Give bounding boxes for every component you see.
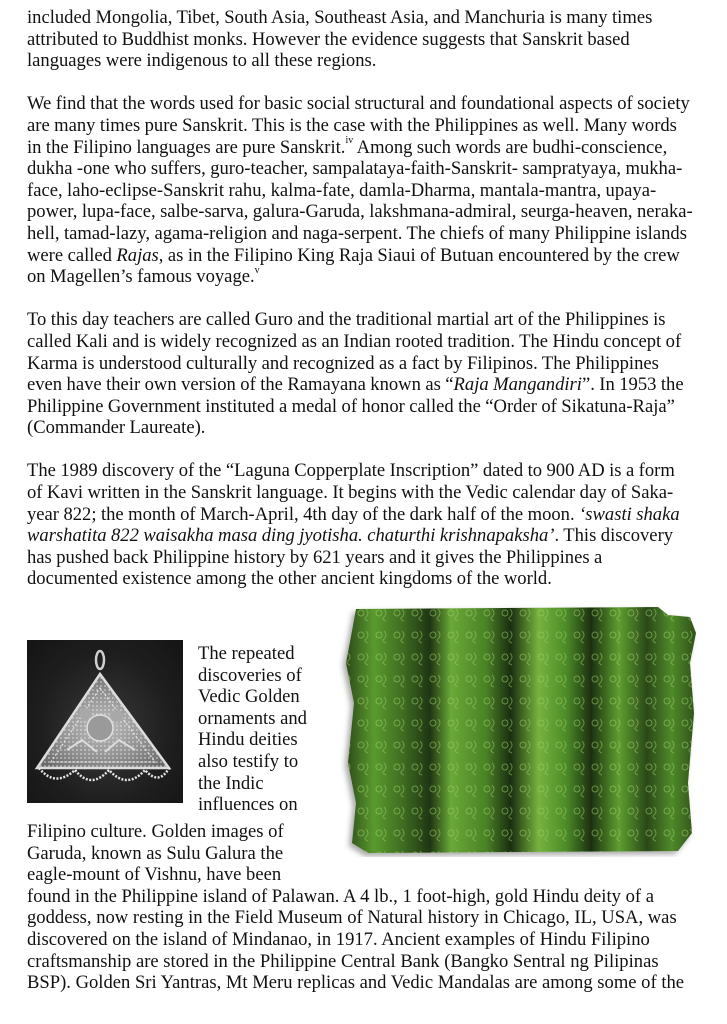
text-line: Philippine Government instituted a medal of honor called the “Order of Sikatuna-Raja” (27, 395, 675, 417)
italic-inscription-quote: warshatita 822 waisakha masa ding jyotisha. chaturthi krishnapaksha’ (27, 525, 555, 547)
text-line: hell, tamad-lazy, agama-religion and naga-serpent. The chiefs of many Philippine islands (27, 222, 687, 244)
footnote-ref-v[interactable]: v (254, 264, 260, 276)
text-run: were called (27, 244, 117, 266)
text-line: discovered on the island of Mindanao, in 1917. Ancient examples of Hindu Filipino (27, 928, 650, 950)
text-run: . This discovery (554, 525, 674, 547)
text-line: To this day teachers are called Guro and the traditional martial art of the Philippines is (27, 309, 666, 331)
text-line: attributed to Buddhist monks. However the evidence suggests that Sanskrit based (27, 28, 630, 50)
text-line: included Mongolia, Tibet, South Asia, Southeast Asia, and Manchuria is many times (27, 7, 653, 28)
italic-term-rajas: Rajas (116, 244, 159, 266)
text-line: of Kavi written in the Sanskrit language. It begins with the Vedic calendar day of Saka- (27, 482, 674, 504)
pendant-photo (27, 640, 183, 803)
text-run: Among such words are budhi-conscience, (353, 136, 668, 158)
text-run: , as in the Filipino King Raja Siaui of Butuan encountered by the crew (158, 244, 680, 266)
text-line: The 1989 discovery of the “Laguna Copperplate Inscription” dated to 900 AD is a form (27, 460, 675, 482)
text-line: face, laho-eclipse-Sanskrit rahu, kalma-fate, damla-Dharma, mantala-mantra, upaya- (27, 179, 657, 201)
text-line: Vedic Golden (198, 686, 300, 708)
text-line: BSP). Golden Sri Yantras, Mt Meru replicas and Vedic Mandalas are among some of the (27, 972, 685, 994)
text-line: has pushed back Philippine history by 621 years and it gives the Philippines a (27, 546, 603, 568)
text-line (27, 374, 717, 396)
text-line: goddess, now resting in the Field Museum of Natural history in Chicago, IL, USA, was (27, 907, 677, 929)
text-line: called Kali and is widely recognized as an Indian rooted tradition. The Hindu concept of (27, 330, 682, 352)
paragraph-origins (27, 7, 717, 72)
text-line: power, lupa-face, salbe-sarva, galura-Garuda, lakshmana-admiral, seurga-heaven, neraka- (27, 201, 693, 223)
text-line (27, 504, 717, 526)
text-line (27, 266, 717, 288)
text-line (27, 525, 717, 547)
text-run: ”. In 1953 the (581, 374, 684, 396)
text-line: craftsmanship are stored in the Philippine Central Bank (Bangko Sentral ng Pilipinas (27, 950, 659, 972)
text-run: in the Filipino languages are pure Sanskrit. (27, 136, 346, 158)
text-line: found in the Philippine island of Palawan. A 4 lb., 1 foot-high, gold Hindu deity of a (27, 885, 654, 907)
continuation-text (27, 821, 727, 994)
text-line (27, 245, 717, 267)
text-line: Hindu deities (198, 729, 298, 751)
paragraph-guro-kali (27, 309, 717, 439)
paragraph-laguna-copperplate (27, 460, 717, 590)
text-run: on Magellen’s famous voyage. (27, 266, 255, 288)
text-run: year 822; the month of March-April, 4th day of the dark half of the moon. (27, 503, 580, 525)
text-line: also testify to (198, 750, 299, 772)
text-line: Karma is understood culturally and recognized as a fact by Filipinos. The Philippines (27, 352, 659, 374)
text-line: (Commander Laureate). (27, 417, 206, 439)
text-line (27, 137, 717, 159)
text-line: Garuda, known as Sulu Galura the (27, 842, 284, 864)
text-line: documented existence among the other ancient kingdoms of the world. (27, 568, 552, 590)
footnote-ref-iv[interactable]: iv (345, 135, 354, 147)
text-line: discoveries of (198, 664, 302, 686)
text-line: eagle-mount of Vishnu, have been (27, 864, 282, 886)
text-line: are many times pure Sanskrit. This is the case with the Philippines as well. Many words (27, 114, 677, 136)
pendant-illustration-icon (27, 640, 183, 803)
document-body (27, 7, 717, 612)
text-line: languages were indigenous to all these regions. (27, 50, 377, 72)
side-caption-text (198, 643, 338, 816)
text-line: the Indic (198, 772, 264, 794)
text-line: ornaments and (198, 707, 307, 729)
italic-inscription-quote: ‘swasti shaka (579, 503, 680, 525)
text-run: even have their own version of the Ramayana known as “ (27, 374, 454, 396)
text-line: The repeated (198, 643, 295, 664)
text-line: Filipino culture. Golden images of (27, 821, 284, 842)
copperplate-photo (338, 603, 708, 857)
copperplate-illustration-icon (338, 603, 708, 857)
text-line: We find that the words used for basic social structural and foundational aspects of society (27, 93, 690, 115)
italic-title-raja-mangandiri: Raja Mangandiri (453, 374, 582, 396)
paragraph-sanskrit-words (27, 93, 717, 287)
text-line: dukha -one who suffers, guro-teacher, sampalataya-faith-Sanskrit- sampratyaya, mukha- (27, 158, 683, 180)
text-line: influences on (198, 794, 298, 816)
